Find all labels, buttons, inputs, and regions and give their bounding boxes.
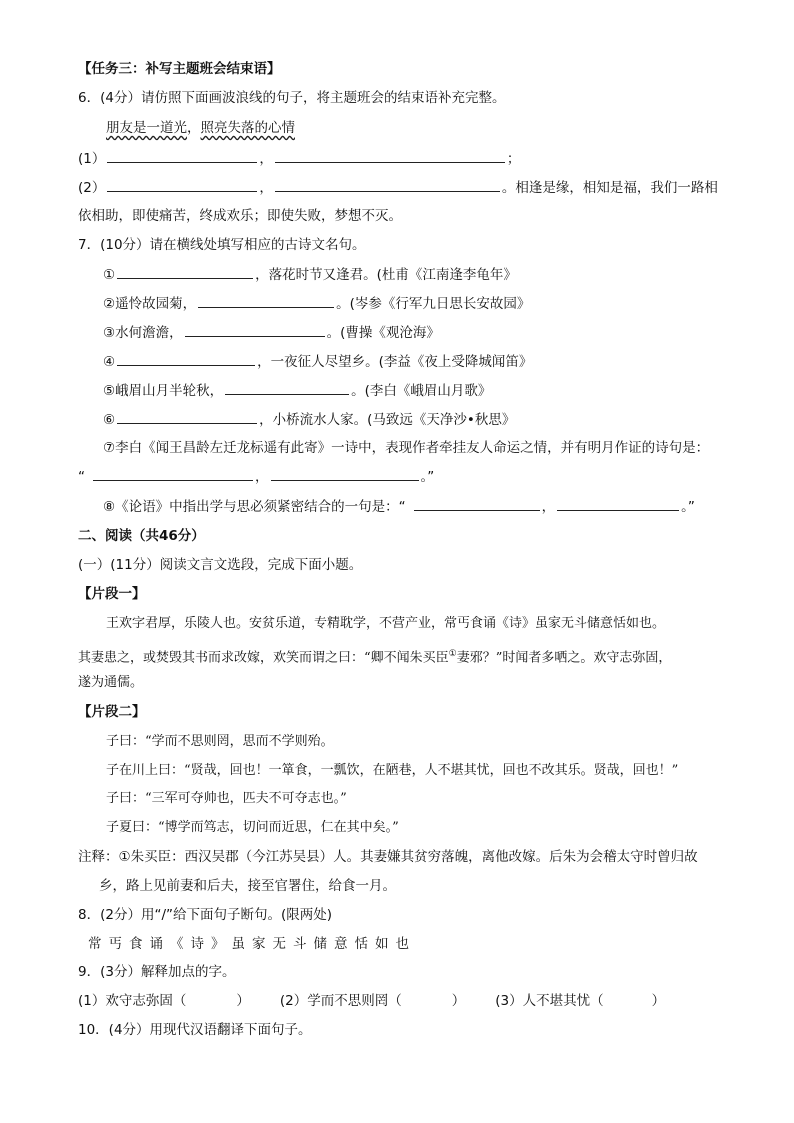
q7-blank-1[interactable] <box>117 265 253 279</box>
q6-line1-label: (1） <box>78 151 106 167</box>
task3-header: 【任务三：补写主题班会结束语】 <box>78 61 281 77</box>
footnote-marker: ① <box>448 649 457 659</box>
q7-item3-end: 。(曹操《观沧海》 <box>326 325 440 341</box>
q9-close-2: ） <box>451 993 466 1009</box>
q6-line2-comma: ， <box>259 180 273 196</box>
q7-blank-7b[interactable] <box>271 467 419 481</box>
q7-item4-text: ，一夜征人尽望乡。(李益《夜上受降城闻笛》 <box>257 354 533 370</box>
note-line-2: 乡，路上见前妻和后夫，接至官署住，给食一月。 <box>99 878 396 894</box>
q7-item2-text: ②遥怜故园菊， <box>103 296 197 312</box>
q7-item6-text: ，小桥流水人家。(马致远《天净沙•秋思》 <box>259 412 516 428</box>
q7-item-7-answer <box>78 467 434 486</box>
q7-blank-6[interactable] <box>117 410 257 424</box>
q6-example-sep: ， <box>187 120 201 136</box>
q7-item8-comma: ， <box>541 499 556 515</box>
q7-item7-comma: ， <box>255 469 269 485</box>
q9-close-3: ） <box>651 993 666 1009</box>
q6-stem: 6．(4分）请仿照下面画波浪线的句子，将主题班会的结束语补充完整。 <box>78 90 506 106</box>
fragment1-line2-b: 妻邪？”时闻者多哂之。欢守志弥固， <box>456 650 672 666</box>
q7-item-2 <box>103 294 530 313</box>
q7-blank-8a[interactable] <box>414 497 540 511</box>
note-line-1: 注释：①朱买臣：西汉吴郡（今江苏吴县）人。其妻嫌其贫穷落魄，离他改嫁。后朱为会稽太守时曾归故 <box>78 849 698 865</box>
q7-item-4 <box>103 352 532 371</box>
q6-blank-1b[interactable] <box>275 149 505 163</box>
q7-item8-text: ⑧《论语》中指出学与思必须紧密结合的一句是：“ <box>103 499 406 515</box>
fragment1-line-3: 遂为通儒。 <box>78 675 144 690</box>
q7-item4-num: ④ <box>103 354 116 370</box>
q7-item-3 <box>103 323 440 342</box>
q6-blank-1a[interactable] <box>107 149 257 163</box>
q7-item1-num: ① <box>103 267 116 283</box>
q9-close-1: ） <box>236 993 250 1009</box>
fragment2-line-2: 子在川上曰：“贤哉，回也！一箪食，一瓢饮，在陋巷，人不堪其忧，回也不改其乐。贤哉，回也！” <box>106 763 679 778</box>
q7-item1-text: ，落花时节又逢君。(杜甫《江南逢李龟年》 <box>255 267 517 283</box>
q6-line1-end: ； <box>506 151 521 167</box>
q9-item-1: (1）欢守志弥固（ <box>78 993 187 1009</box>
q7-item6-num: ⑥ <box>103 412 116 428</box>
q7-item3-text: ③水何澹澹， <box>103 325 183 341</box>
section-2-heading: 二、阅读（共46分） <box>78 528 205 544</box>
q6-example-part-b: 照亮失落的心情 <box>200 120 295 136</box>
q6-blank-2a[interactable] <box>107 178 257 192</box>
q6-example-sentence <box>106 119 295 137</box>
q9-item-3: (3）人不堪其忧（ <box>495 993 604 1009</box>
q7-item5-end: 。(李白《峨眉山月歌》 <box>351 383 492 399</box>
q9-items <box>78 992 665 1010</box>
q7-blank-2[interactable] <box>198 294 334 308</box>
fragment1-line-1: 王欢字君厚，乐陵人也。安贫乐道，专精耽学，不营产业，常丐食诵《诗》虽家无斗储意恬如也。 <box>106 616 666 631</box>
q7-item-6 <box>103 410 515 429</box>
q7-blank-5[interactable] <box>225 381 349 395</box>
q7-item-1 <box>103 265 517 284</box>
q9-item-2: (2）学而不思则罔（ <box>279 993 402 1009</box>
q7-item2-end: 。(岑参《行军九日思长安故园》 <box>336 296 531 312</box>
q7-item7-close: 。” <box>420 469 435 485</box>
q7-item-8 <box>103 497 695 516</box>
q8-stem: 8．(2分）用“/”给下面句子断句。(限两处) <box>78 907 333 923</box>
q7-stem: 7．(10分）请在横线处填写相应的古诗文名句。 <box>78 237 366 253</box>
fragment1-title: 【片段一】 <box>78 586 146 602</box>
part1-intro: (一）(11分）阅读文言文选段，完成下面小题。 <box>78 557 363 573</box>
fragment1-line2-a: 其妻患之，或焚毁其书而求改嫁，欢笑而谓之曰：“卿不闻朱买臣 <box>78 650 449 666</box>
fragment2-line-3: 子曰：“三军可夺帅也，匹夫不可夺志也。” <box>106 791 347 806</box>
q7-item5-text: ⑤峨眉山月半轮秋， <box>103 383 224 399</box>
q7-item-7: ⑦李白《闻王昌龄左迁龙标遥有此寄》一诗中，表现作者牵挂友人命运之情，并有明月作证的诗句是： <box>103 440 710 456</box>
q6-line-3: 依相助，即使痛苦，终成欢乐；即使失败，梦想不灭。 <box>78 208 402 224</box>
fragment2-line-4: 子夏曰：“博学而笃志，切问而近思，仁在其中矣。” <box>106 820 399 835</box>
q7-item8-close: 。” <box>681 499 695 515</box>
fragment2-line-1: 子曰：“学而不思则罔，思而不学则殆。 <box>106 734 334 749</box>
fragment2-title: 【片段二】 <box>78 704 146 720</box>
q8-sentence: 常丐食诵《诗》虽家无斗储意恬如也 <box>88 936 416 952</box>
q6-line2-end: 。相逢是缘，相知是福，我们一路相 <box>501 180 718 196</box>
q7-blank-4[interactable] <box>117 352 255 366</box>
q7-blank-3[interactable] <box>185 323 325 337</box>
q6-answer-line-1 <box>78 149 520 168</box>
q6-blank-2b[interactable] <box>275 178 500 192</box>
q6-example-part-a: 朋友是一道光 <box>106 120 187 136</box>
q10-stem: 10．(4分）用现代汉语翻译下面句子。 <box>78 1022 312 1038</box>
fragment1-line-2 <box>78 645 671 667</box>
q7-blank-7a[interactable] <box>93 467 253 481</box>
q6-line1-comma: ， <box>259 151 273 167</box>
q7-item7-open: “ <box>78 469 85 485</box>
q9-stem: 9．(3分）解释加点的字。 <box>78 964 236 980</box>
q6-line2-label: (2） <box>78 180 106 196</box>
q7-item-5 <box>103 381 491 400</box>
q6-answer-line-2 <box>78 178 718 197</box>
q7-blank-8b[interactable] <box>557 497 679 511</box>
